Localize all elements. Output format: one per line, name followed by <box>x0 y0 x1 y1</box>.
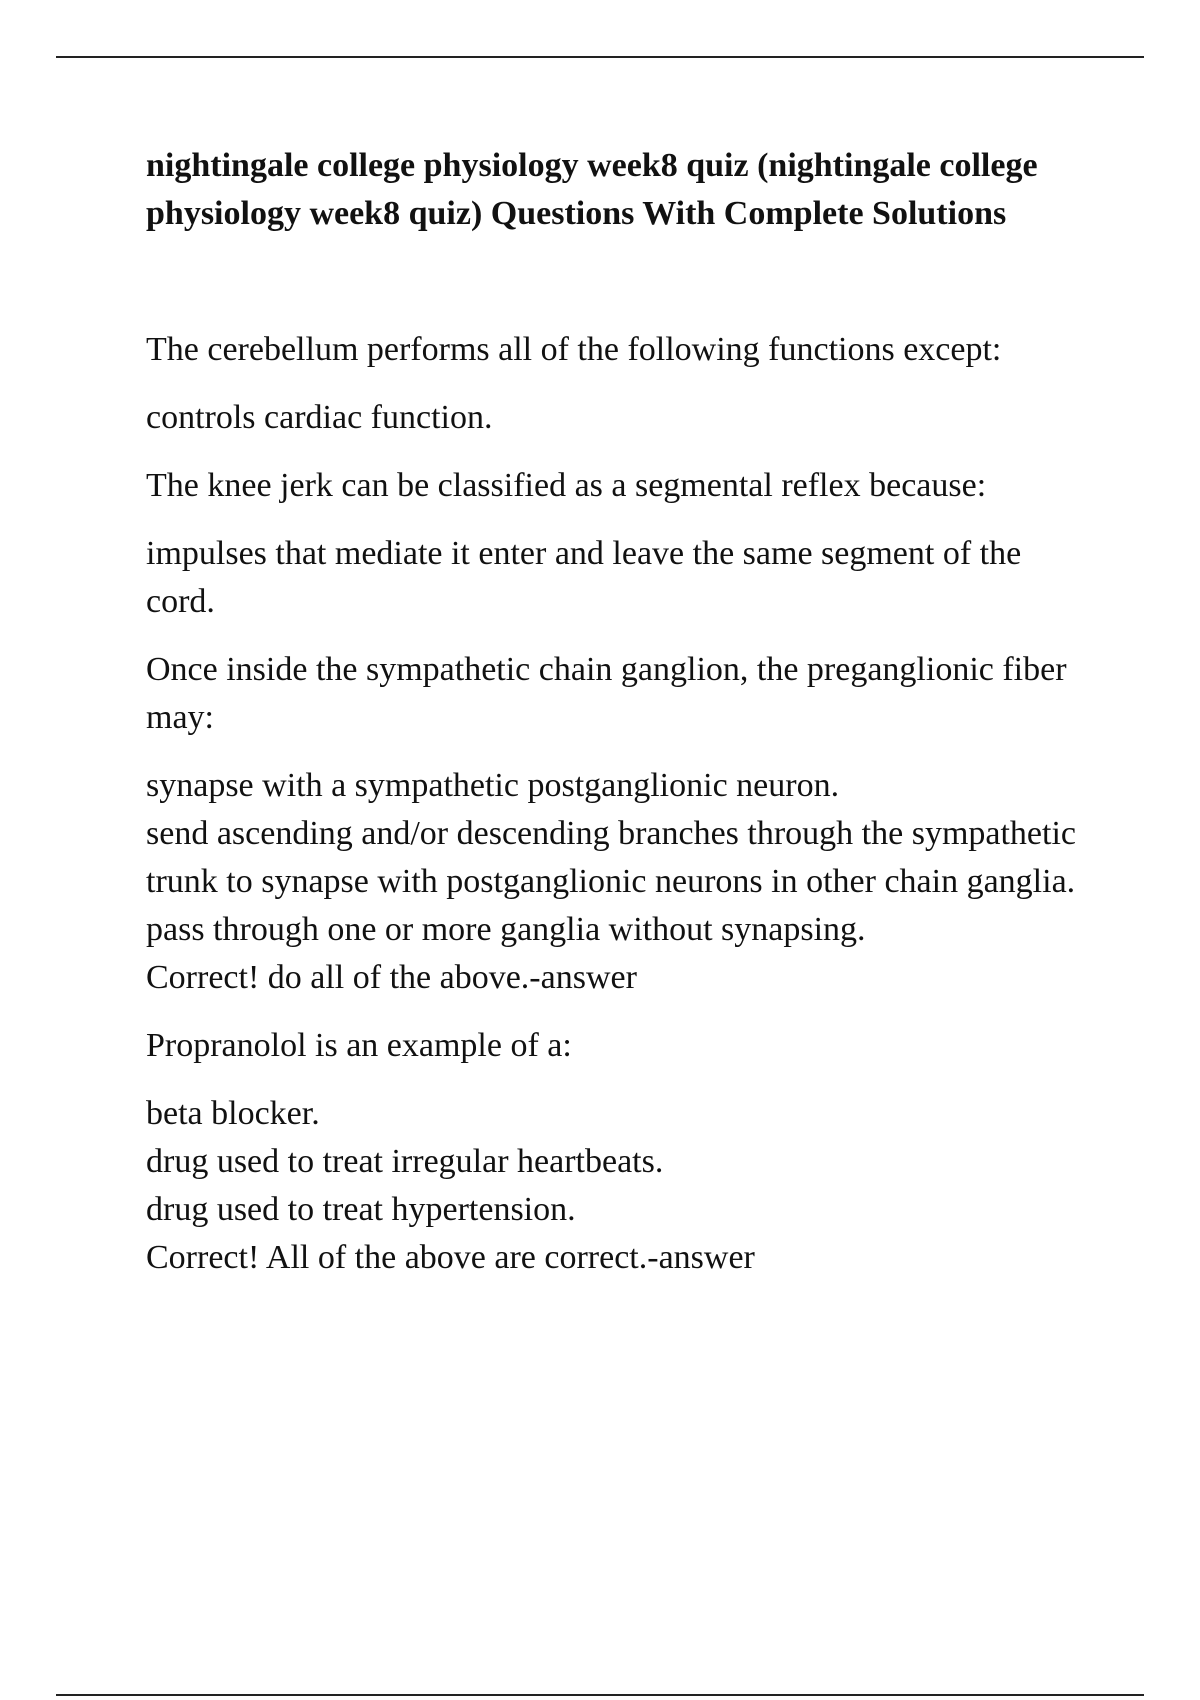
question-2: The knee jerk can be classified as a segmental reflex because: <box>146 467 987 504</box>
answer-3 <box>146 762 1086 1002</box>
answer-line: Correct! All of the above are correct.-answer <box>146 1239 755 1276</box>
answer-line: drug used to treat irregular heartbeats. <box>146 1143 664 1180</box>
answer-line: synapse with a sympathetic postganglionic neuron. <box>146 767 840 804</box>
answer-line: pass through one or more ganglia without synapsing. <box>146 911 866 948</box>
answer-line: Correct! do all of the above.-answer <box>146 959 637 996</box>
answer-line: impulses that mediate it enter and leave the same segment of the cord. <box>146 535 1022 620</box>
question-1: The cerebellum performs all of the following functions except: <box>146 331 1002 368</box>
document-title: nightingale college physiology week8 quiz (nightingale college physiology week8 quiz) Questions With Complete Solutions <box>146 147 1038 232</box>
question-4: Propranolol is an example of a: <box>146 1027 572 1064</box>
answer-2 <box>146 530 1086 626</box>
answer-line: controls cardiac function. <box>146 399 493 436</box>
answer-line: beta blocker. <box>146 1095 320 1132</box>
answer-line: drug used to treat hypertension. <box>146 1191 576 1228</box>
document-body <box>146 142 1086 1302</box>
answer-4 <box>146 1090 1086 1282</box>
bottom-rule <box>56 1694 1144 1696</box>
answer-1 <box>146 394 1086 442</box>
answer-line: send ascending and/or descending branches through the sympathetic trunk to synapse with postganglionic neurons in other chain ganglia. <box>146 815 1077 900</box>
top-rule <box>56 56 1144 58</box>
question-3: Once inside the sympathetic chain ganglion, the preganglionic fiber may: <box>146 651 1067 736</box>
